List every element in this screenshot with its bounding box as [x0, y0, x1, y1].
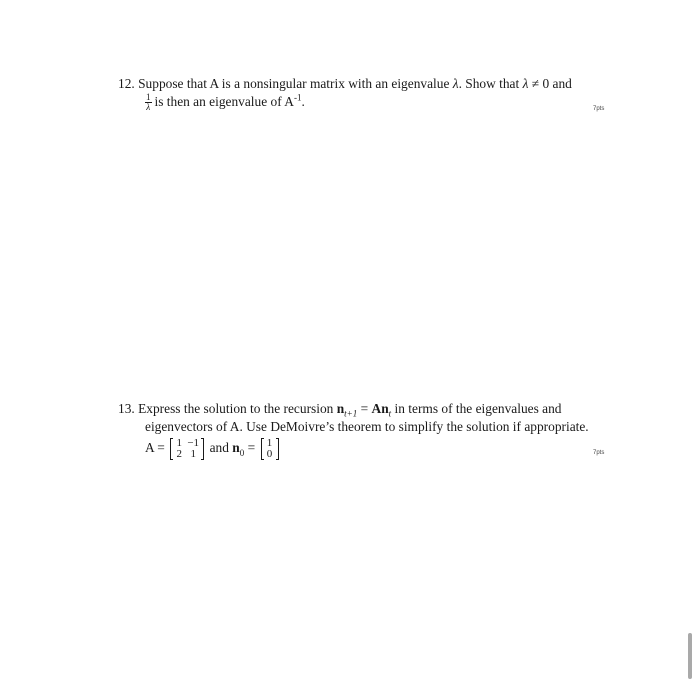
matrix-cell: 1	[176, 437, 182, 449]
problem-13-line-2	[118, 418, 608, 436]
vertical-scrollbar[interactable]	[688, 633, 692, 679]
zero-value: 0	[542, 76, 550, 91]
problem-text: eigenvectors of A. Use DeMoivre’s theorem to simplify the solution if appropriate.	[145, 419, 589, 434]
An-symbol: An	[371, 401, 389, 416]
inverse-exponent: -1	[293, 92, 302, 103]
lambda-symbol: λ	[452, 76, 459, 91]
equals-sign: =	[360, 401, 369, 416]
problem-12	[118, 75, 608, 112]
vector-cell: 1	[266, 437, 273, 449]
problem-13	[118, 400, 608, 460]
vector-row	[264, 449, 276, 460]
problem-12-line-2	[118, 93, 608, 112]
points-label: 7pts	[593, 450, 605, 456]
matrix-cell: −1	[187, 437, 200, 449]
subscript-t-plus-1: t+1	[344, 408, 358, 419]
problem-12-line-1	[118, 75, 608, 93]
matrix-cell: 1	[190, 448, 196, 460]
vector-cell: 0	[266, 448, 273, 460]
problem-text: and	[209, 440, 229, 456]
one-over-lambda-fraction	[145, 93, 152, 112]
matrix-cell: 2	[176, 448, 182, 460]
problem-text: is then an eigenvalue of A	[154, 94, 294, 109]
problem-number: 12.	[118, 76, 135, 91]
vector-n0	[261, 438, 279, 460]
not-equal-symbol: ≠	[531, 76, 540, 91]
problem-text: in terms of the eigenvalues and	[394, 401, 562, 416]
problem-text: and	[552, 76, 572, 91]
equals-sign: =	[247, 440, 256, 456]
subscript-0: 0	[239, 447, 245, 458]
fraction-denominator: λ	[146, 102, 151, 113]
matrix-row	[173, 449, 201, 460]
matrix-A	[170, 438, 204, 460]
lambda-symbol: λ	[522, 76, 529, 91]
period: .	[301, 94, 305, 109]
points-label: 7pts	[593, 106, 605, 112]
problem-text: Suppose that A is a nonsingular matrix with an eigenvalue	[138, 76, 450, 91]
problem-number: 13.	[118, 401, 135, 416]
n0-vector-symbol: n	[232, 440, 240, 456]
matrix-A-label: A =	[145, 440, 165, 456]
problem-13-line-1	[118, 400, 608, 418]
problem-text: Express the solution to the recursion	[138, 401, 334, 416]
problem-13-line-3	[118, 438, 608, 460]
n-vector-symbol: n	[336, 401, 345, 416]
problem-text: . Show that	[458, 76, 520, 91]
subscript-t: t	[388, 408, 392, 419]
fraction-numerator: 1	[146, 92, 151, 103]
